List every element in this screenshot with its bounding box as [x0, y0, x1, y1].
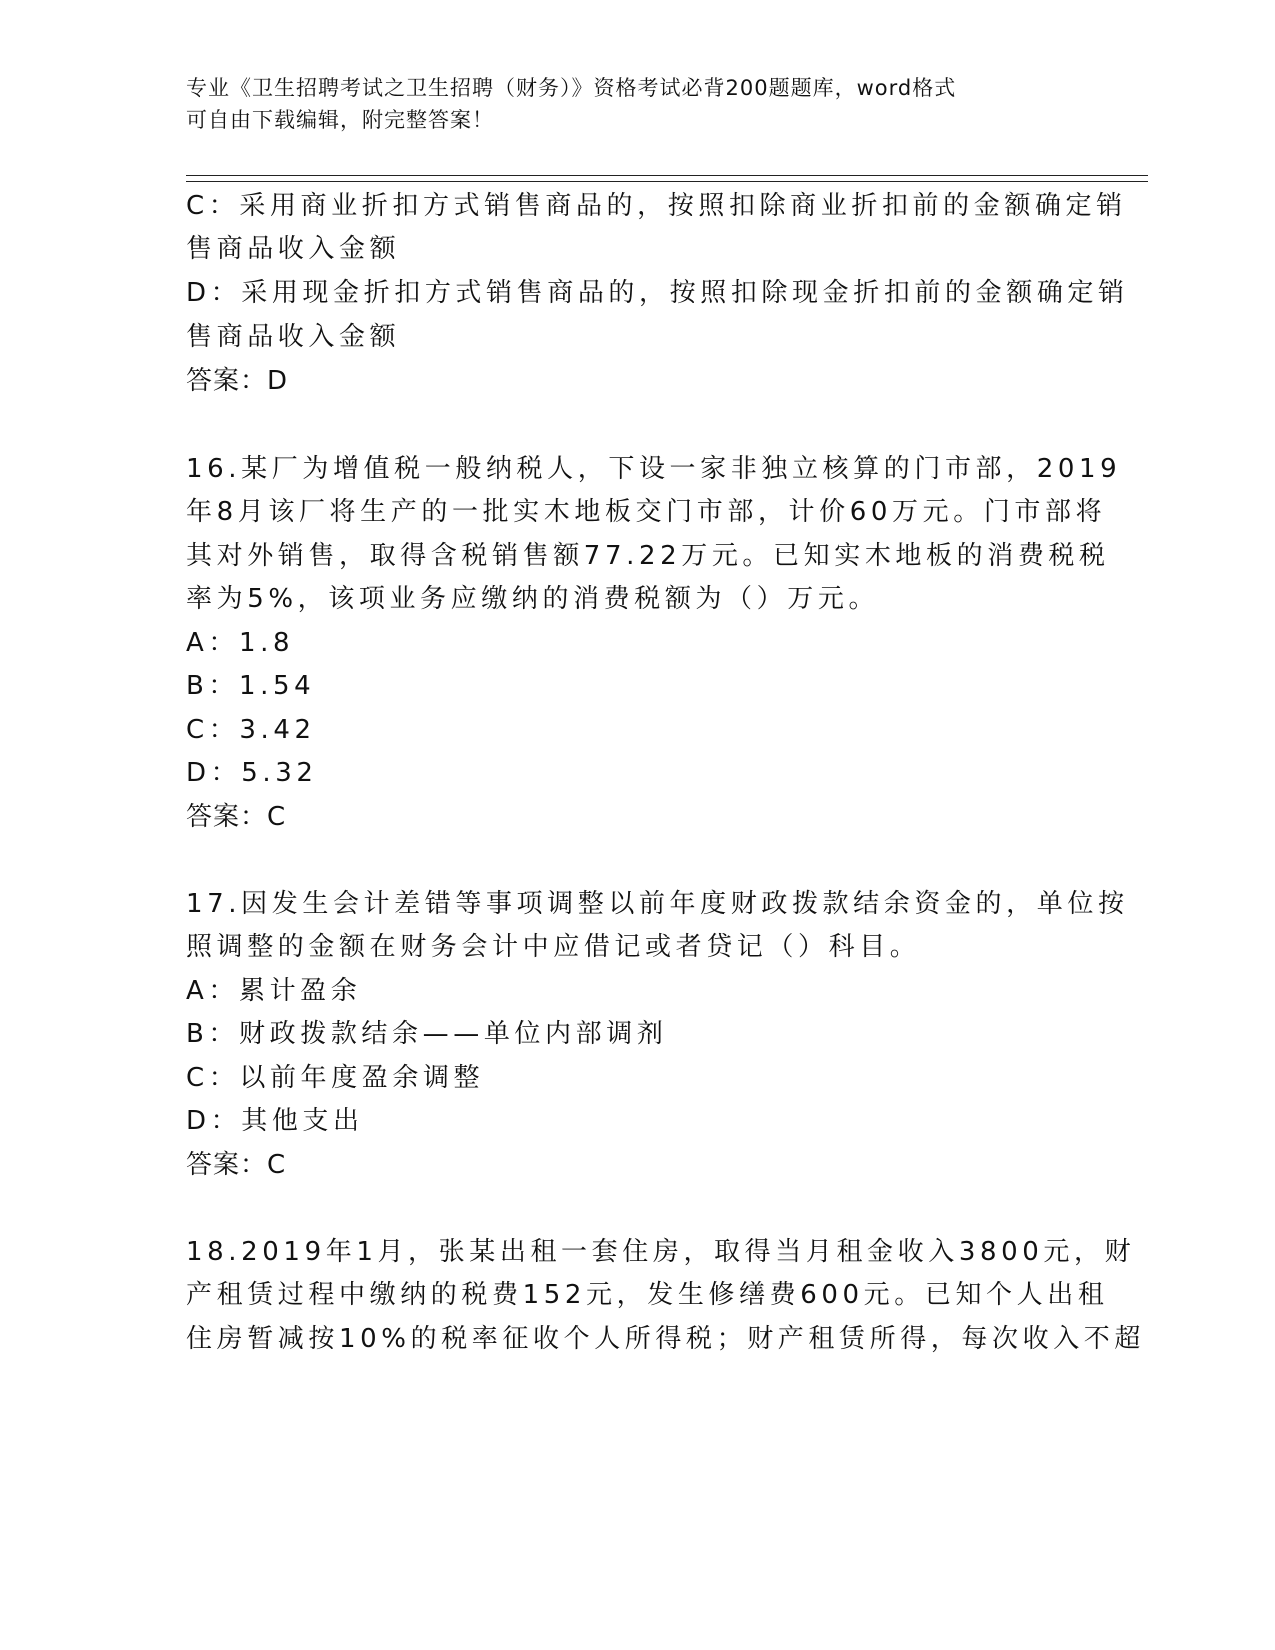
header-divider-bottom	[186, 181, 1148, 182]
q15-option-c-line-1: C：采用商业折扣方式销售商品的，按照扣除商业折扣前的金额确定销	[186, 191, 1127, 221]
q18-stem-line-3: 住房暂减按10%的税率征收个人所得税；财产租赁所得，每次收入不超	[186, 1324, 1145, 1354]
q15-option-d-line-1: D：采用现金折扣方式销售商品的，按照扣除现金折扣前的金额确定销	[186, 278, 1129, 308]
q16-option-d: D：5.32	[186, 758, 318, 788]
header-divider-top	[186, 175, 1148, 176]
q17-option-a: A：累计盈余	[186, 976, 362, 1006]
q17-option-b: B：财政拨款结余——单位内部调剂	[186, 1019, 668, 1049]
header-line-2: 可自由下载编辑，附完整答案！	[186, 108, 494, 132]
q16-stem-line-2: 年8月该厂将生产的一批实木地板交门市部，计价60万元。门市部将	[186, 497, 1107, 527]
q18-stem-line-2: 产租赁过程中缴纳的税费152元，发生修缮费600元。已知个人出租	[186, 1280, 1109, 1310]
q17-stem-line-1: 17.因发生会计差错等事项调整以前年度财政拨款结余资金的，单位按	[186, 889, 1129, 919]
q17-stem-line-2: 照调整的金额在财务会计中应借记或者贷记（）科目。	[186, 932, 921, 962]
q17-option-c: C：以前年度盈余调整	[186, 1063, 485, 1093]
q16-option-b: B：1.54	[186, 671, 316, 701]
q16-stem-line-1: 16.某厂为增值税一般纳税人，下设一家非独立核算的门市部，2019	[186, 454, 1122, 484]
q15-answer: 答案：D	[186, 366, 289, 396]
q16-stem-line-3: 其对外销售，取得含税销售额77.22万元。已知实木地板的消费税税	[186, 541, 1110, 571]
q17-option-d: D：其他支出	[186, 1106, 364, 1136]
q16-stem-line-4: 率为5%，该项业务应缴纳的消费税额为（）万元。	[186, 584, 880, 614]
q16-option-c: C：3.42	[186, 715, 316, 745]
header-line-1: 专业《卫生招聘考试之卫生招聘（财务）》资格考试必背200题题库，word格式	[186, 76, 957, 100]
q17-answer: 答案：C	[186, 1150, 287, 1180]
q16-answer: 答案：C	[186, 802, 287, 832]
q15-option-d-line-2: 售商品收入金额	[186, 322, 401, 352]
document-header	[186, 72, 1066, 136]
q18-stem-line-1: 18.2019年1月，张某出租一套住房，取得当月租金收入3800元，财	[186, 1237, 1136, 1267]
q16-option-a: A：1.8	[186, 628, 295, 658]
q15-option-c-line-2: 售商品收入金额	[186, 234, 401, 264]
